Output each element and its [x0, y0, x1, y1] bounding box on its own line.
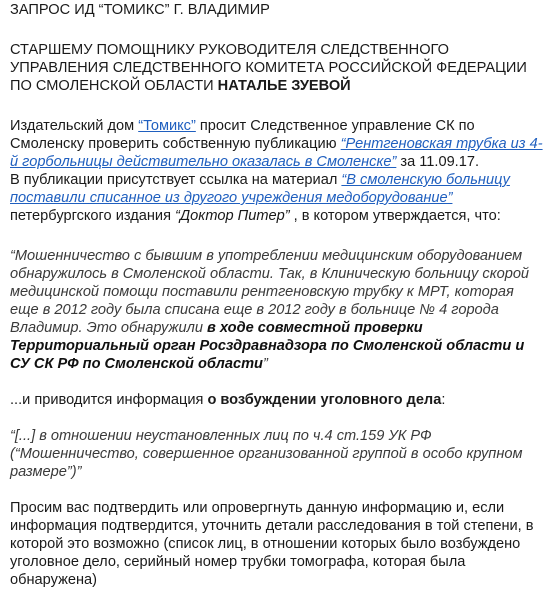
info-paragraph [10, 391, 544, 409]
request-paragraph [10, 117, 544, 171]
article-link[interactable]: “Рентгеновская трубка из 4-й горбольницы действительно оказалась в Смоленске” [10, 136, 543, 170]
source-text-3: , в котором утверждается, что: [289, 208, 501, 224]
closing-paragraph: Просим вас подтвердить или опровергнуть данную информацию и, если информация подтвердится, уточнить детали расследования в той степени, в которой это возможно (список лиц, в отношении которых было возбуждено уголовное дело, серийный номер трубки томографа, которая была обнаружена) [10, 500, 534, 588]
source-text-2: петербургского издания [10, 208, 176, 224]
quote1-bold: в ходе совместной проверки Территориальный орган Росздравнадзора по Смоленской области и СУ СК РФ по Смоленской области [10, 320, 525, 372]
addressee-block [10, 41, 544, 95]
request-text-1: Издательский дом [10, 118, 139, 134]
quote1-text: Мошенничество с бывшим в употреблении медицинским оборудованием обнаружилось в Смоленской области. Так, в Клиническую больницу скорой медицинской помощи поставили рентгеновскую трубку к МРТ, которая еще в 2012 году была списана еще в 2012 году в больнице № 4 города Владимир. Это обнаружили [10, 248, 530, 336]
info-colon: : [441, 392, 446, 408]
info-text: ...и приводится информация [10, 392, 208, 408]
publisher-link[interactable]: “Томикс” [138, 118, 196, 134]
addressee-text: СТАРШЕМУ ПОМОЩНИКУ РУКОВОДИТЕЛЯ СЛЕДСТВЕННОГО УПРАВЛЕНИЯ СЛЕДСТВЕННОГО КОМИТЕТА РОССИЙСКОЙ ФЕДЕРАЦИИ ПО СМОЛЕНСКОЙ ОБЛАСТИ [10, 42, 527, 94]
quote-block-2: “[...] в отношении неустановленных лиц по ч.4 ст.159 УК РФ (“Мошенничество, совершенное организованной группой в особо крупном размере”)” [10, 428, 523, 480]
request-text-2: просит Следственное управление СК по Смоленску проверить собственную публикацию [10, 118, 475, 152]
source-text-1: В публикации присутствует ссылка на материал [10, 172, 342, 188]
source-paragraph [10, 171, 544, 225]
addressee-name: НАТАЛЬЕ ЗУЕВОЙ [217, 78, 351, 94]
info-bold: о возбуждении уголовного дела [207, 392, 442, 408]
quote1-close: ” [262, 356, 268, 372]
quote-block-1 [10, 247, 544, 373]
quote1-open: “ [10, 248, 15, 264]
document-heading: ЗАПРОС ИД “ТОМИКС” Г. ВЛАДИМИР [10, 2, 270, 18]
source-publication-name: “Доктор Питер” [175, 208, 290, 224]
source-link[interactable]: “В смоленскую больницу поставили списанное из другого учреждения медоборудование” [10, 172, 510, 206]
request-date: за 11.09.17. [396, 154, 480, 170]
